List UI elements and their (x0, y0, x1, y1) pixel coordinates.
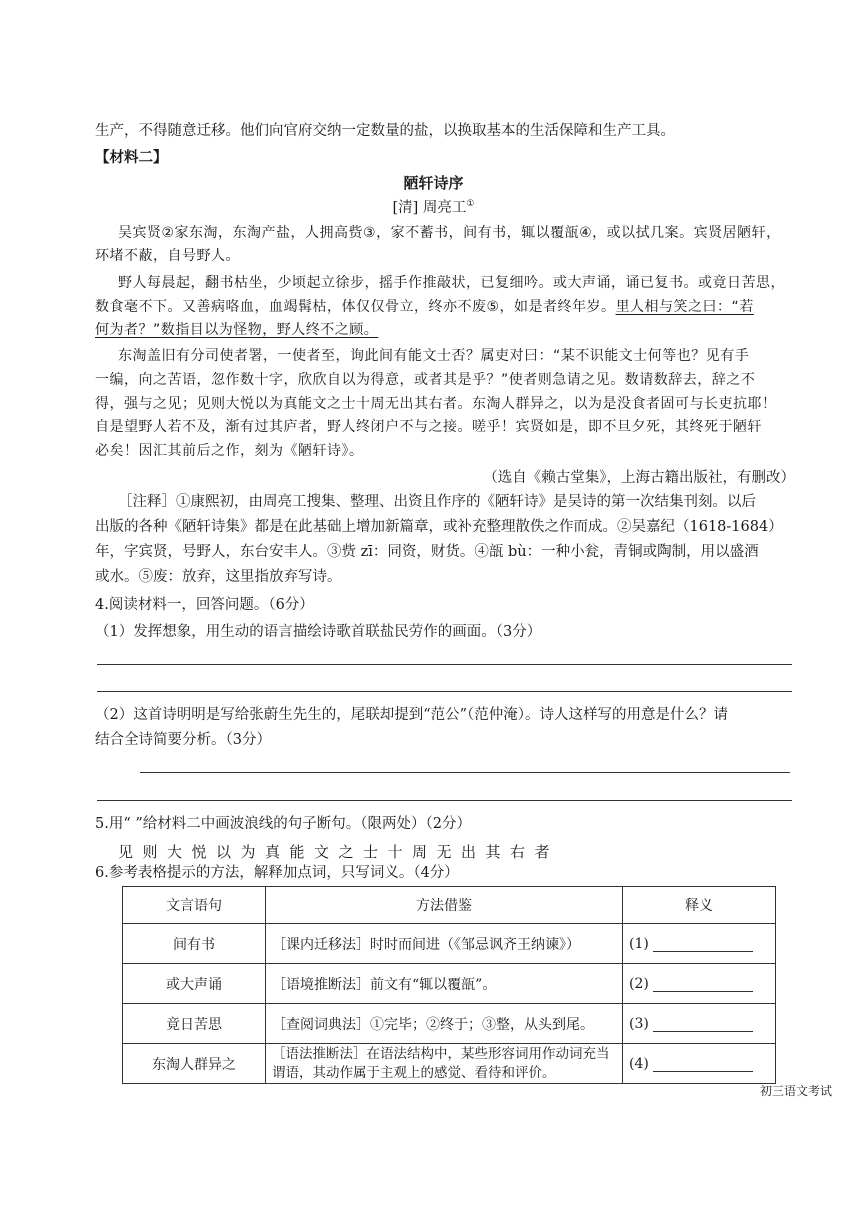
question-4-1: （1）发挥想象，用生动的语言描绘诗歌首联盐民劳作的画面。（3分） (95, 624, 542, 640)
source-citation: （选自《赖古堂集》，上海古籍出版社，有删改） (483, 470, 795, 486)
table-row (123, 964, 776, 1004)
answer-blank[interactable] (653, 991, 753, 992)
para2-line1: 野人每晨起，翻书枯坐，少顷起立徐步，摇手作推敲状，已复细吟。或大声诵，诵已复书。或竟日苦思， (118, 275, 785, 291)
method-table (122, 886, 776, 1084)
row-method: ［课内迁移法］时时而间进（《邹忌讽齐王纳谏》） (266, 924, 623, 964)
punctuation-sentence[interactable]: 见则大悦以为真能文之士十周无出其右者 (118, 843, 560, 861)
answer-label: (1) (629, 935, 649, 952)
row-sentence: 竟日苦思 (123, 1004, 266, 1044)
row-answer[interactable] (623, 1004, 776, 1044)
header-sentence: 文言语句 (123, 887, 266, 924)
para3-line5: 必矣！因汇其前后之作，刻为《陋轩诗》。 (95, 443, 364, 459)
para2-line2-text: 数食毫不下。又善病咯血，血竭髯枯，体仅仅骨立，终亦不废⑤，如是者终年岁。 (95, 299, 616, 315)
author-note-mark: ① (466, 199, 475, 210)
notes-line3: 年，字宾贤，号野人，东台安丰人。③赀 zī：同资，财货。④瓿 bù：一种小瓮，青铜或陶制，用以盛酒 (95, 544, 759, 560)
para2-underlined-end: 何为者？”数指目以为怪物，野人终不之顾。 (95, 322, 379, 338)
para1-line2: 环堵不蔽，自号野人。 (95, 248, 240, 264)
para3-line3: 得，强与之见；见则大悦以为真能文之士十周无出其右者。东淘人群异之，以为是没食者固可与长吏抗耶！ (95, 396, 777, 412)
para2-underlined-start: 里人相与笑之曰：“若 (615, 299, 754, 315)
para3-line4: 自是望野人若不及，渐有过其庐者，野人终闭户不与之接。嗟乎！宾贤如是，即不旦夕死，其终死于陋轩 (95, 419, 762, 435)
material2-heading: 【材料二】 (95, 149, 168, 166)
answer-line-4-1-b[interactable] (97, 691, 792, 692)
row-sentence: 东淘人群异之 (123, 1044, 266, 1084)
notes-line2: 出版的各种《陋轩诗集》都是在此基础上增加新篇章，或补充整理散佚之作而成。②吴嘉纪（1618-1684） (95, 519, 783, 535)
question-4-2-line1: （2）这首诗明明是写给张蔚生先生的，尾联却提到“范公”（范仲淹）。诗人这样写的用意是什么？请 (95, 707, 729, 723)
table-row (123, 1004, 776, 1044)
row-answer[interactable] (623, 964, 776, 1004)
answer-blank[interactable] (653, 1071, 753, 1072)
answer-label: (4) (629, 1055, 649, 1072)
header-meaning: 释义 (623, 887, 776, 924)
answer-line-4-1-a[interactable] (97, 664, 792, 665)
row-sentence: 间有书 (123, 924, 266, 964)
row-method: ［语境推断法］前文有“辄以覆瓿”。 (266, 964, 623, 1004)
answer-blank[interactable] (653, 951, 753, 952)
para2-line3 (95, 320, 795, 340)
author-line (0, 196, 867, 217)
row-answer[interactable] (623, 924, 776, 964)
answer-line-4-2-b[interactable] (97, 800, 792, 801)
row-method: ［语法推断法］在语法结构中，某些形容词用作动词充当谓语，其动作属于主观上的感觉、看待和评价。 (266, 1044, 623, 1084)
answer-label: (3) (629, 1015, 649, 1032)
notes-line1: ［注释］①康熙初，由周亮工搜集、整理、出资且作序的《陋轩诗》是吴诗的第一次结集刊刻。以后 (118, 494, 756, 510)
poem-preface-title: 陋轩诗序 (403, 174, 464, 192)
para3-line2: 一编，向之苦语，忽作数十字，欣欣自以为得意，或者其是乎？”使者则急请之见。数请数辞去，辞之不 (95, 372, 756, 388)
row-answer[interactable] (623, 1044, 776, 1084)
question-4: 4.阅读材料一，回答问题。（6分） (95, 597, 314, 613)
notes-line4: 或水。⑤废：放弃，这里指放弃写诗。 (95, 569, 342, 585)
row-method: ［查阅词典法］①完毕；②终于；③整，从头到尾。 (266, 1004, 623, 1044)
row-sentence: 或大声诵 (123, 964, 266, 1004)
page-footer: 初三语文考试 (759, 1084, 832, 1098)
table-row (123, 924, 776, 964)
table-header-row (123, 887, 776, 924)
question-6: 6.参考表格提示的方法，解释加点词，只写词义。（4分） (95, 865, 459, 881)
question-4-2-line2: 结合全诗简要分析。（3分） (95, 732, 271, 748)
answer-label: (2) (629, 975, 649, 992)
header-method: 方法借鉴 (266, 887, 623, 924)
para2-line2 (95, 297, 795, 317)
para3-line1: 东淘盖旧有分司使者署，一使者至，询此间有能文士否？属吏对曰：“某不识能文士何等也？见有手 (118, 348, 750, 364)
answer-blank[interactable] (653, 1031, 753, 1032)
material1-tail: 生产，不得随意迁移。他们向官府交纳一定数量的盐，以换取基本的生活保障和生产工具。 (95, 123, 675, 139)
author-name: [清] 周亮工 (392, 200, 467, 216)
answer-line-4-2-a[interactable] (140, 772, 790, 773)
table-row (123, 1044, 776, 1084)
para1-line1: 吴宾贤②家东淘，东淘产盐，人拥高赀③，家不蓄书，间有书，辄以覆瓿④，或以拭几案。宾贤居陋轩， (118, 225, 781, 241)
question-5: 5.用“ ”给材料二中画波浪线的句子断句。（限两处）（2分） (95, 816, 471, 832)
